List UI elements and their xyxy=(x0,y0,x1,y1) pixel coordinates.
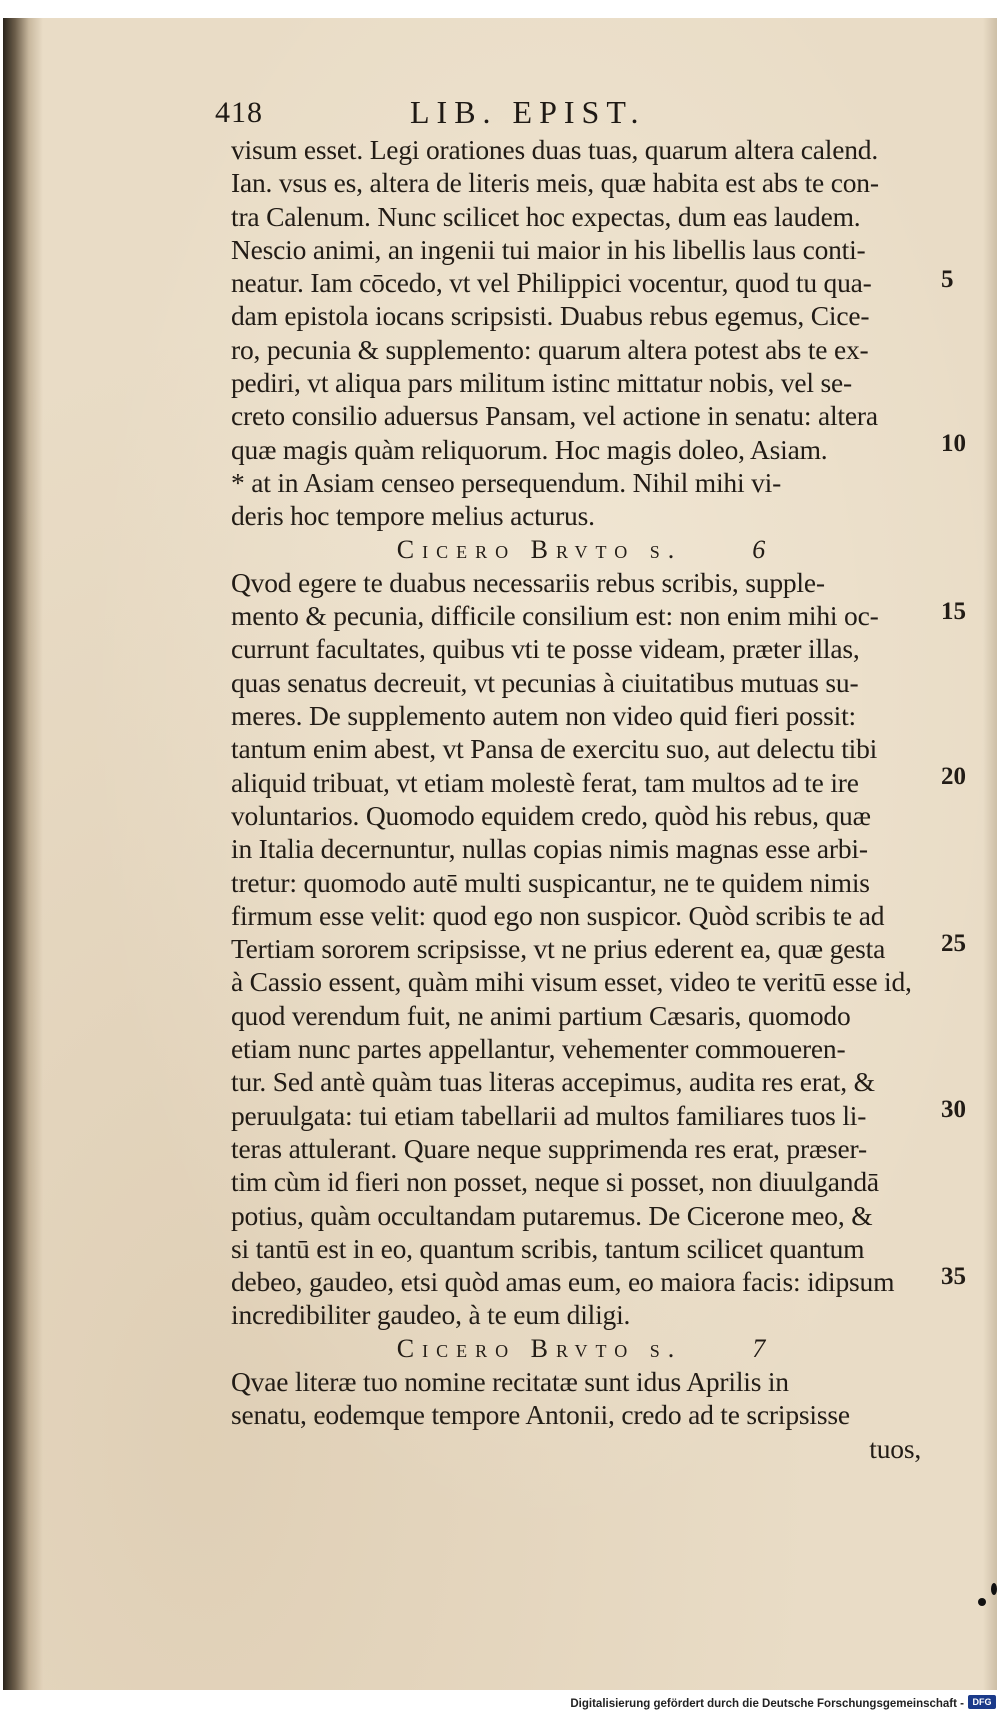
letter-number: 6 xyxy=(752,534,766,564)
text-line: si tantū est in eo, quantum scribis, tantum scilicet quantum xyxy=(231,1232,865,1264)
text-line: potius, quàm occultandam putaremus. De Cicerone meo, & xyxy=(231,1199,873,1231)
text-line: neatur. Iam cōcedo, vt vel Philippici vocentur, quod tu qua- xyxy=(231,267,872,299)
text-line: mento & pecunia, difficile consilium est: non enim mihi oc- xyxy=(231,600,879,632)
line-number-margin: 25 xyxy=(941,930,966,957)
funding-notice: Digitalisierung gefördert durch die Deutsche Forschungsgemeinschaft - xyxy=(570,1698,964,1710)
text-block xyxy=(231,133,931,1465)
letter-number: 7 xyxy=(752,1333,766,1363)
line-number-margin: 15 xyxy=(941,598,966,625)
text-line: voluntarios. Quomodo equidem credo, quòd his rebus, quæ xyxy=(231,799,871,831)
text-line: * at in Asiam censeo persequendum. Nihil mihi vi- xyxy=(231,466,782,498)
dfg-logo-icon: DFG xyxy=(968,1695,996,1709)
text-line: Qvae literæ tuo nomine recitatæ sunt idus Aprilis in xyxy=(231,1365,789,1397)
letter-heading-6 xyxy=(231,533,931,566)
heading-text: Cicero Brvto s. xyxy=(396,1333,683,1363)
footer-bar xyxy=(0,1690,1000,1713)
text-line: currunt facultates, quibus vti te posse videam, præter illas, xyxy=(231,633,860,665)
line-number-margin: 5 xyxy=(941,266,954,293)
text-line: quas senatus decreuit, vt pecunias à ciuitatibus mutuas su- xyxy=(231,666,859,698)
text-line: à Cassio essent, quàm mihi visum esset, video te veritū esse id, xyxy=(231,966,912,998)
ink-speck xyxy=(978,1598,986,1606)
line-number-margin: 20 xyxy=(941,763,966,790)
text-line: quod verendum fuit, ne animi partium Cæsaris, quomodo xyxy=(231,999,851,1031)
text-line: aliquid tribuat, vt etiam molestè ferat, tam multos ad te ire xyxy=(231,766,859,798)
line-number-margin: 35 xyxy=(941,1263,966,1290)
ink-speck xyxy=(991,1583,997,1595)
text-line: Ian. vsus es, altera de literis meis, quæ habita est abs te con- xyxy=(231,167,879,199)
heading-text: Cicero Brvto s. xyxy=(396,534,683,564)
text-line: etiam nunc partes appellantur, vehementer commoueren- xyxy=(231,1033,846,1065)
text-line: Nescio animi, an ingenii tui maior in his libellis laus conti- xyxy=(231,233,866,265)
text-line: tur. Sed antè quàm tuas literas accepimus, audita res erat, & xyxy=(231,1066,875,1098)
text-line: dam epistola iocans scripsisti. Duabus rebus egemus, Cice- xyxy=(231,300,870,332)
text-line: deris hoc tempore melius acturus. xyxy=(231,500,595,532)
text-line: teras attulerant. Quare neque supprimenda res erat, præser- xyxy=(231,1132,867,1164)
text-line: visum esset. Legi orationes duas tuas, quarum altera calend. xyxy=(231,134,879,165)
text-line: meres. De supplemento autem non video quid fieri possit: xyxy=(231,700,856,732)
letter-heading-7 xyxy=(231,1332,931,1365)
text-line: pediri, vt aliqua pars militum istinc mittatur nobis, vel se- xyxy=(231,367,852,399)
text-line: tra Calenum. Nunc scilicet hoc expectas, dum eas laudem. xyxy=(231,200,861,232)
text-line: ro, pecunia & supplemento: quarum altera potest abs te ex- xyxy=(231,333,869,365)
text-line: Tertiam sororem scripsisse, vt ne prius ederent ea, quæ gesta xyxy=(231,933,886,965)
binding-shadow xyxy=(3,18,43,1690)
text-line: in Italia decernuntur, nullas copias nimis magnas esse arbi- xyxy=(231,833,868,865)
book-page-scan xyxy=(3,18,997,1690)
page-header xyxy=(215,96,925,138)
page-number: 418 xyxy=(215,96,263,129)
text-line: peruulgata: tui etiam tabellarii ad multos familiares tuos li- xyxy=(231,1099,867,1131)
text-line: tretur: quomodo autē multi suspicantur, ne te quidem nimis xyxy=(231,866,870,898)
text-line: quæ magis quàm reliquorum. Hoc magis doleo, Asiam. xyxy=(231,433,828,465)
line-number-margin: 10 xyxy=(941,430,966,457)
page-edge xyxy=(983,18,997,1690)
text-line: tantum enim abest, vt Pansa de exercitu suo, aut delectu tibi xyxy=(231,733,878,765)
text-line: Qvod egere te duabus necessariis rebus scribis, supple- xyxy=(231,566,825,598)
text-line: firmum esse velit: quod ego non suspicor. Quòd scribis te ad xyxy=(231,899,885,931)
text-line: senatu, eodemque tempore Antonii, credo ad te scripsisse xyxy=(231,1399,850,1431)
text-line: creto consilio aduersus Pansam, vel actione in senatu: altera xyxy=(231,400,878,432)
text-line: debeo, gaudeo, etsi quòd amas eum, eo maiora facis: idipsum xyxy=(231,1266,895,1298)
line-number-margin: 30 xyxy=(941,1096,966,1123)
catchword: tuos, xyxy=(869,1432,921,1464)
text-line: incredibiliter gaudeo, à te eum diligi. xyxy=(231,1299,631,1331)
running-head: LIB. EPIST. xyxy=(410,94,646,130)
text-line: tim cùm id fieri non posset, neque si posset, non diuulgandā xyxy=(231,1166,879,1198)
